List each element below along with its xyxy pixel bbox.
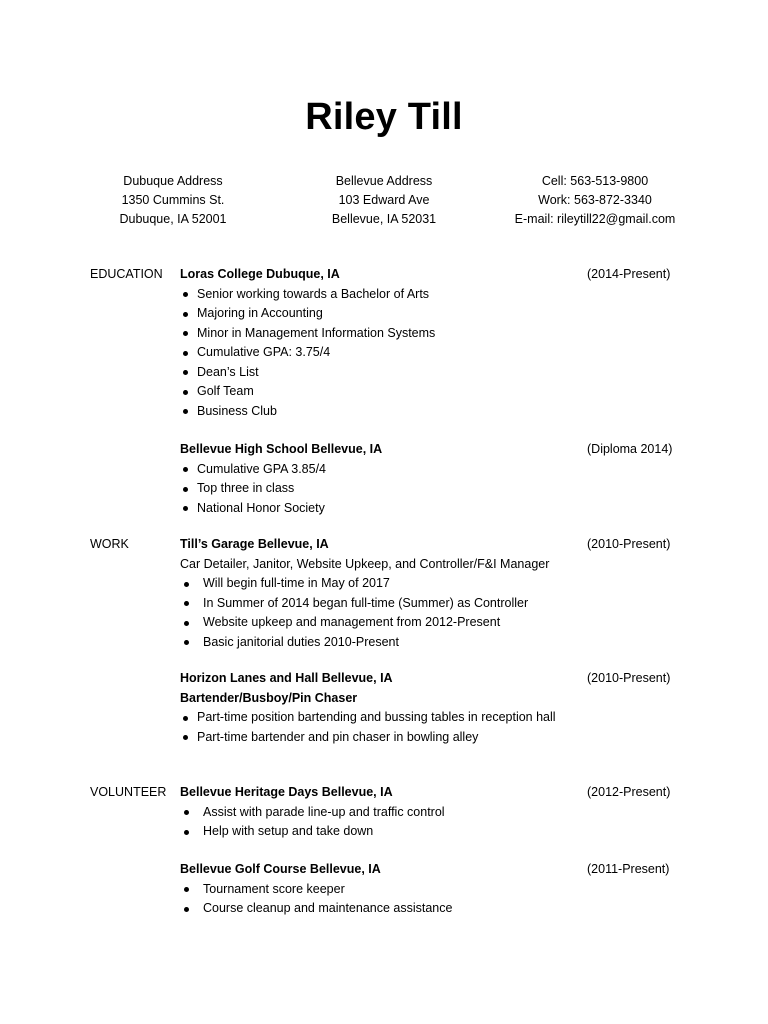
dubuque-address-title: Dubuque Address — [123, 174, 223, 188]
bullet-item — [180, 822, 680, 842]
bellevue-address-street: 103 Edward Ave — [338, 193, 430, 207]
bullet-icon — [183, 467, 188, 472]
entry-date: (2010-Present) — [587, 537, 671, 551]
entry-header — [180, 535, 680, 555]
org-location: Dubuque, IA — [266, 267, 340, 281]
bullet-text: Business Club — [197, 403, 277, 418]
entry-date: (2011-Present) — [587, 862, 670, 876]
section-label-volunteer: VOLUNTEER — [90, 785, 167, 799]
bullet-text: Part-time bartender and pin chaser in bowling alley — [197, 729, 479, 744]
email: E-mail: rileytill22@gmail.com — [514, 212, 676, 226]
dubuque-address-street: 1350 Cummins St. — [121, 193, 225, 207]
entry-date: (Diploma 2014) — [587, 442, 673, 456]
bullet-text: Top three in class — [197, 481, 295, 495]
contact-info — [485, 172, 705, 229]
bullet-text: Will begin full-time in May of 2017 — [203, 576, 390, 590]
bullet-item — [180, 728, 680, 748]
entry-date: (2012-Present) — [587, 785, 671, 799]
bullet-text: Assist with parade line-up and traffic control — [203, 804, 445, 819]
bullet-text: Course cleanup and maintenance assistance — [203, 901, 453, 915]
entry-header — [180, 440, 680, 460]
bullet-item — [180, 402, 680, 422]
org-location: Bellevue, IA — [321, 671, 393, 685]
bullet-icon — [184, 640, 189, 645]
org-location: Bellevue, IA — [311, 442, 383, 456]
bullet-text: Website upkeep and management from 2012-Present — [203, 615, 501, 629]
bullet-item — [180, 880, 680, 900]
dubuque-address-city: Dubuque, IA 52001 — [119, 212, 227, 226]
bullet-item — [180, 343, 680, 363]
volunteer-entry — [180, 860, 680, 919]
entry-role: Bartender/Busboy/Pin Chaser — [180, 690, 358, 705]
bullet-item — [180, 382, 680, 402]
entry-header — [180, 783, 680, 803]
org-name: Loras College — [180, 267, 263, 281]
bullet-text: In Summer of 2014 began full-time (Summer) as Controller — [203, 595, 529, 610]
bullet-icon — [183, 370, 188, 375]
bellevue-address-city: Bellevue, IA 52031 — [331, 212, 437, 226]
section-label-education: EDUCATION — [90, 267, 163, 281]
bullet-text: Golf Team — [197, 384, 254, 398]
org-name: Bellevue Golf Course — [180, 862, 307, 876]
bullet-item — [180, 899, 680, 919]
bullet-icon — [183, 716, 188, 721]
org-name: Bellevue High School — [180, 442, 308, 456]
bullet-icon — [183, 735, 188, 740]
work-entry — [180, 669, 680, 747]
entry-header — [180, 265, 680, 285]
bullet-text: Dean’s List — [197, 364, 259, 379]
bullet-icon — [184, 907, 189, 912]
entry-header — [180, 860, 680, 880]
bullet-text: Senior working towards a Bachelor of Arts — [197, 286, 430, 301]
entry-organization — [180, 785, 393, 799]
bullet-text: Basic janitorial duties 2010-Present — [203, 634, 399, 649]
entry-role: Car Detailer, Janitor, Website Upkeep, and Controller/F&I Manager — [180, 556, 550, 571]
org-name: Horizon Lanes and Hall — [180, 671, 319, 685]
dubuque-address — [63, 172, 283, 229]
bullet-text: Help with setup and take down — [203, 824, 374, 838]
org-name: Bellevue Heritage Days — [180, 785, 319, 799]
bullet-icon — [184, 621, 189, 626]
entry-organization — [180, 862, 381, 876]
bullet-item — [180, 613, 680, 633]
bullet-item — [180, 594, 680, 614]
org-name: Till’s Garage — [180, 537, 255, 551]
bullet-icon — [184, 830, 189, 835]
bullet-icon — [184, 810, 189, 815]
bullet-icon — [183, 292, 188, 297]
entry-organization — [180, 442, 382, 456]
entry-date: (2014-Present) — [587, 267, 671, 281]
work-entry — [180, 535, 680, 652]
education-entry — [180, 265, 680, 421]
org-location: Bellevue, IA — [257, 537, 329, 551]
bullet-text: Tournament score keeper — [203, 881, 345, 896]
bullet-text: Part-time position bartending and bussing tables in reception hall — [197, 710, 556, 724]
bullet-item — [180, 479, 680, 499]
bullet-item — [180, 324, 680, 344]
volunteer-entry — [180, 783, 680, 842]
bullet-icon — [183, 351, 188, 356]
bullet-text: Majoring in Accounting — [197, 306, 323, 320]
bullet-item — [180, 574, 680, 594]
bullet-item — [180, 363, 680, 383]
bullet-item — [180, 633, 680, 653]
cell-phone: Cell: 563-513-9800 — [541, 174, 649, 188]
bullet-item — [180, 803, 680, 823]
bullet-icon — [183, 312, 188, 317]
entry-date: (2010-Present) — [587, 671, 671, 685]
bullet-text: National Honor Society — [197, 500, 325, 515]
entry-organization — [180, 267, 340, 281]
resume-name: Riley Till — [305, 96, 463, 138]
bullet-icon — [184, 887, 189, 892]
bullet-icon — [183, 409, 188, 414]
bullet-item — [180, 285, 680, 305]
org-location: Bellevue, IA — [309, 862, 381, 876]
work-phone: Work: 563-872-3340 — [538, 193, 652, 207]
entry-organization — [180, 537, 329, 551]
bullet-text: Cumulative GPA: 3.75/4 — [197, 345, 331, 359]
bullet-icon — [183, 487, 188, 492]
bellevue-address-title: Bellevue Address — [335, 174, 433, 188]
bullet-item — [180, 304, 680, 324]
education-entry — [180, 440, 680, 518]
bullet-item — [180, 708, 680, 728]
section-label-work: WORK — [90, 537, 129, 551]
bullet-text: Cumulative GPA 3.85/4 — [197, 461, 327, 476]
org-location: Bellevue, IA — [321, 785, 393, 799]
bullet-icon — [183, 506, 188, 511]
bullet-item — [180, 499, 680, 519]
bullet-icon — [183, 390, 188, 395]
bullet-item — [180, 460, 680, 480]
bullet-icon — [183, 331, 188, 336]
entry-organization — [180, 671, 393, 685]
bullet-text: Minor in Management Information Systems — [197, 325, 436, 340]
bullet-icon — [184, 582, 189, 587]
bullet-icon — [184, 601, 189, 606]
entry-header — [180, 669, 680, 689]
bellevue-address — [274, 172, 494, 229]
